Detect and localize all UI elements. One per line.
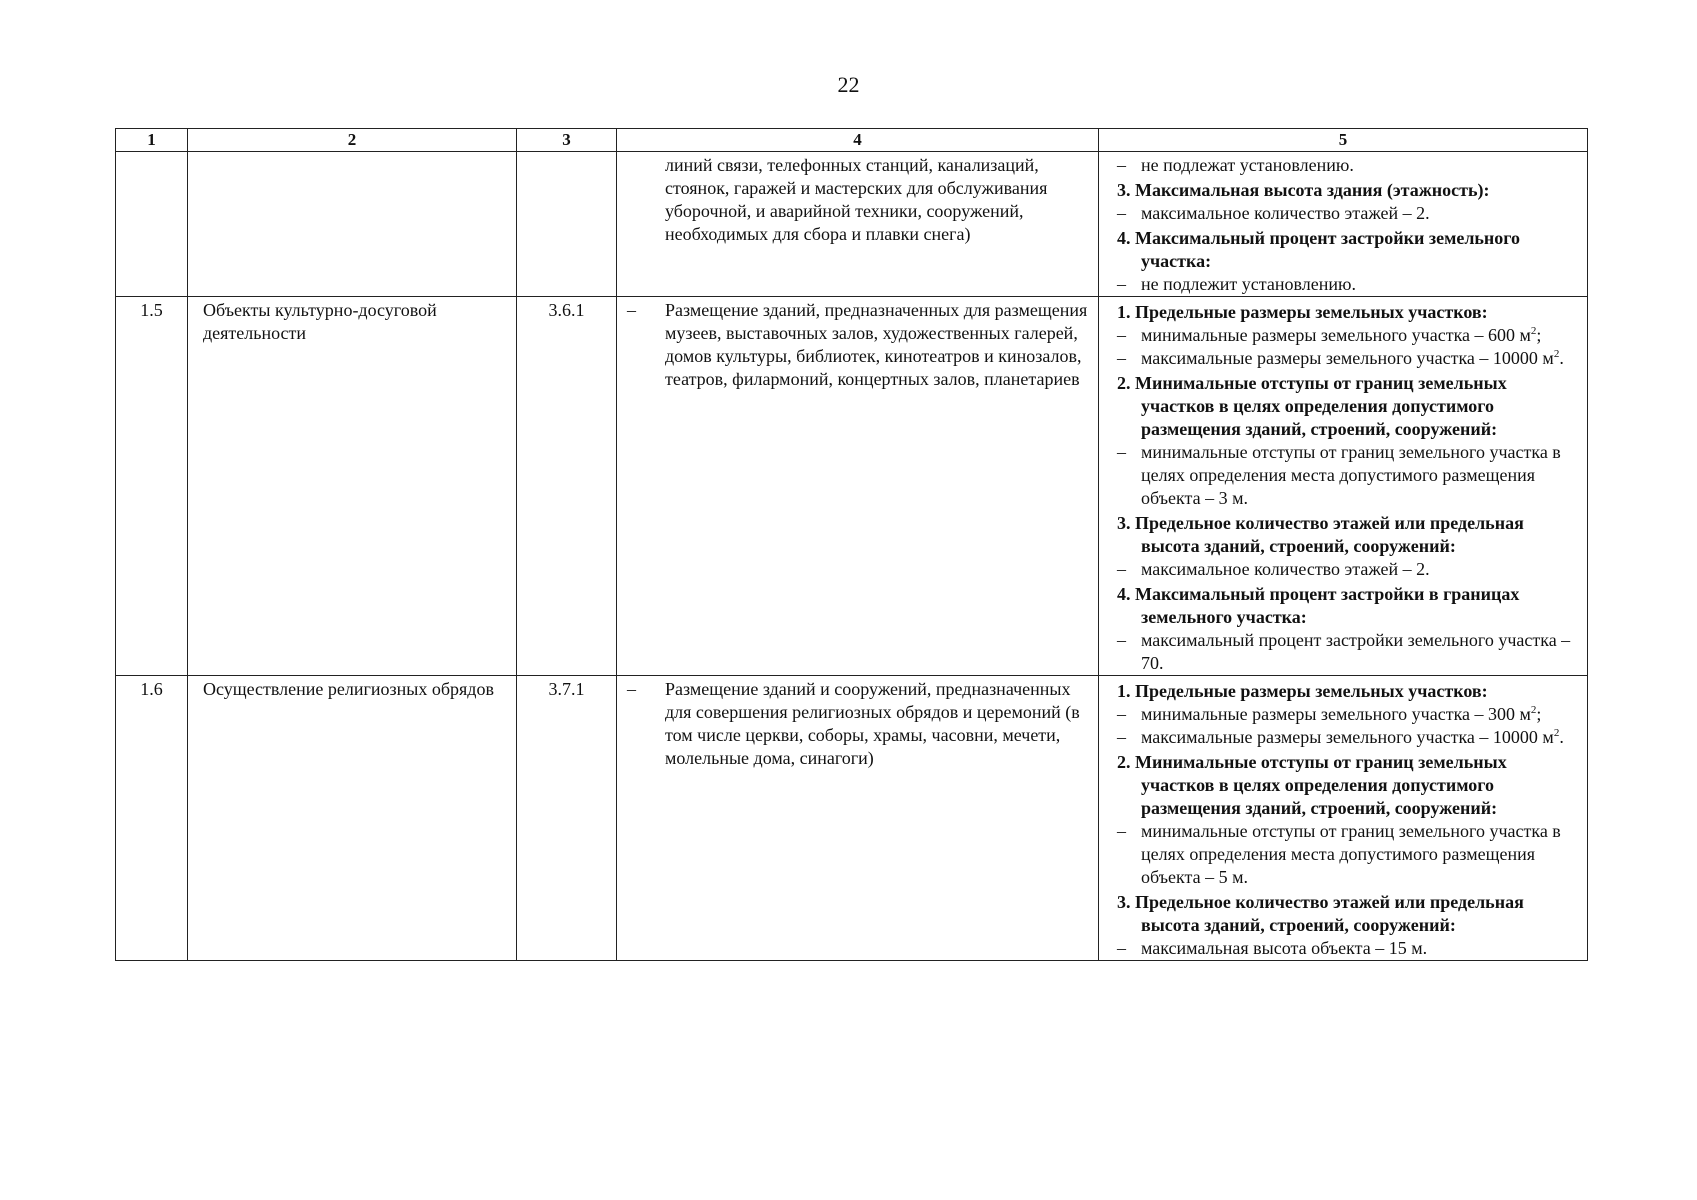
dash-marker: –	[1117, 274, 1126, 294]
parameter-text-wrap	[1141, 703, 1541, 726]
column-header: 5	[1099, 129, 1588, 152]
column-header: 3	[517, 129, 617, 152]
parameter-line	[1117, 629, 1577, 675]
parameter-line	[1117, 441, 1577, 510]
use-description-text: линий связи, телефонных станций, канализаций, стоянок, гаражей и мастерских для обслуживания уборочной, и аварийной техники, сооружений, необходимых для сбора и плавки снега)	[665, 155, 1048, 244]
dash-marker: –	[1117, 938, 1126, 958]
parameter-text: максимальные размеры земельного участка – 10000 м	[1141, 727, 1554, 747]
use-code-cell: 3.6.1	[517, 297, 617, 676]
use-code-cell: 3.7.1	[517, 676, 617, 961]
punctuation: .	[1559, 348, 1564, 368]
parameter-line	[1117, 324, 1577, 347]
parameter-line	[1117, 820, 1577, 889]
parameters-cell	[1099, 297, 1588, 676]
parameter-text: максимальные размеры земельного участка – 10000 м	[1141, 348, 1554, 368]
parameter-heading: 1. Предельные размеры земельных участков:	[1117, 302, 1488, 322]
dash-marker: –	[1117, 203, 1126, 223]
dash-marker: –	[1117, 348, 1126, 368]
use-code-cell	[517, 152, 617, 297]
dash-marker: –	[1117, 630, 1126, 650]
dash-marker: –	[627, 679, 636, 699]
dash-marker: –	[627, 300, 636, 320]
parameter-heading: 4. Максимальный процент застройки в границах земельного участка:	[1117, 584, 1520, 627]
use-description-text: Размещение зданий и сооружений, предназначенных для совершения религиозных обрядов и церемоний (в том числе церкви, соборы, храмы, часовни, мечети, молельные дома, синагоги)	[665, 679, 1080, 768]
parameter-text: минимальные размеры земельного участка – 600 м	[1141, 325, 1531, 345]
superscript: 2	[1530, 325, 1537, 337]
parameter-text: минимальные отступы от границ земельного участка в целях определения места допустимого размещения объекта – 5 м.	[1141, 821, 1561, 887]
parameters-cell	[1099, 152, 1588, 297]
parameter-heading: 3. Предельное количество этажей или предельная высота зданий, строений, сооружений:	[1117, 892, 1524, 935]
parameter-text-wrap	[1141, 154, 1354, 177]
page-number: 22	[837, 72, 860, 97]
use-description-cell	[617, 297, 1099, 676]
parameter-line	[1117, 202, 1577, 225]
table-header-row	[116, 129, 1588, 152]
parameter-line	[1117, 937, 1577, 960]
parameter-line	[1117, 347, 1577, 370]
parameter-line	[1117, 726, 1577, 749]
parameter-line	[1117, 273, 1577, 296]
parameter-text-wrap	[1141, 820, 1577, 889]
row-number-cell: 1.6	[116, 676, 188, 961]
table-row	[116, 676, 1588, 961]
parameter-text-wrap	[1141, 726, 1564, 749]
use-name-cell: Объекты культурно-досуговой деятельности	[188, 297, 517, 676]
parameter-text: минимальные размеры земельного участка – 300 м	[1141, 704, 1531, 724]
parameter-text-wrap	[1141, 629, 1577, 675]
use-description-cell	[617, 676, 1099, 961]
row-number-cell	[116, 152, 188, 297]
punctuation: ;	[1536, 704, 1542, 724]
parameter-text: максимальное количество этажей – 2.	[1141, 559, 1430, 579]
column-header: 2	[188, 129, 517, 152]
dash-marker: –	[1117, 821, 1126, 841]
use-name-cell	[188, 152, 517, 297]
parameter-heading: 3. Максимальная высота здания (этажность):	[1117, 180, 1490, 200]
punctuation: .	[1559, 727, 1564, 747]
parameter-text-wrap	[1141, 347, 1564, 370]
use-description-item	[627, 678, 1088, 770]
parameter-heading: 1. Предельные размеры земельных участков:	[1117, 681, 1488, 701]
parameter-heading: 4. Максимальный процент застройки земельного участка:	[1117, 228, 1521, 271]
parameter-text: не подлежит установлению.	[1141, 274, 1356, 294]
dash-marker: –	[1117, 155, 1126, 175]
parameter-text-wrap	[1141, 273, 1356, 296]
parameter-line	[1117, 558, 1577, 581]
use-description-cell	[617, 152, 1099, 297]
parameter-line	[1117, 703, 1577, 726]
parameter-text-wrap	[1141, 558, 1430, 581]
row-number-cell: 1.5	[116, 297, 188, 676]
use-description-text: Размещение зданий, предназначенных для размещения музеев, выставочных залов, художественных галерей, домов культуры, библиотек, кинотеатров и кинозалов, театров, филармоний, концертных залов, планетариев	[665, 300, 1088, 389]
parameter-text-wrap	[1141, 324, 1541, 347]
superscript: 2	[1553, 348, 1560, 360]
dash-marker: –	[1117, 704, 1126, 724]
parameter-heading: 2. Минимальные отступы от границ земельных участков в целях определения допустимого размещения зданий, строений, сооружений:	[1117, 752, 1507, 818]
use-name-cell: Осуществление религиозных обрядов	[188, 676, 517, 961]
use-description-item	[627, 299, 1088, 391]
parameter-text-wrap	[1141, 202, 1430, 225]
punctuation: ;	[1536, 325, 1542, 345]
table-row	[116, 297, 1588, 676]
parameter-text: максимальное количество этажей – 2.	[1141, 203, 1430, 223]
dash-marker: –	[1117, 325, 1126, 345]
parameter-text: минимальные отступы от границ земельного участка в целях определения места допустимого размещения объекта – 3 м.	[1141, 442, 1561, 508]
parameter-text: максимальный процент застройки земельного участка – 70.	[1141, 630, 1571, 673]
parameter-heading: 2. Минимальные отступы от границ земельных участков в целях определения допустимого размещения зданий, строений, сооружений:	[1117, 373, 1507, 439]
parameters-cell	[1099, 676, 1588, 961]
parameter-line	[1117, 154, 1577, 177]
regulations-table	[115, 128, 1588, 961]
parameter-text-wrap	[1141, 937, 1427, 960]
table-row	[116, 152, 1588, 297]
dash-marker: –	[1117, 442, 1126, 462]
parameter-text: не подлежат установлению.	[1141, 155, 1354, 175]
column-header: 4	[617, 129, 1099, 152]
parameter-heading: 3. Предельное количество этажей или предельная высота зданий, строений, сооружений:	[1117, 513, 1524, 556]
superscript: 2	[1553, 727, 1560, 739]
dash-marker: –	[1117, 559, 1126, 579]
parameter-text-wrap	[1141, 441, 1577, 510]
dash-marker: –	[1117, 727, 1126, 747]
superscript: 2	[1530, 704, 1537, 716]
parameter-text: максимальная высота объекта – 15 м.	[1141, 938, 1428, 958]
column-header: 1	[116, 129, 188, 152]
